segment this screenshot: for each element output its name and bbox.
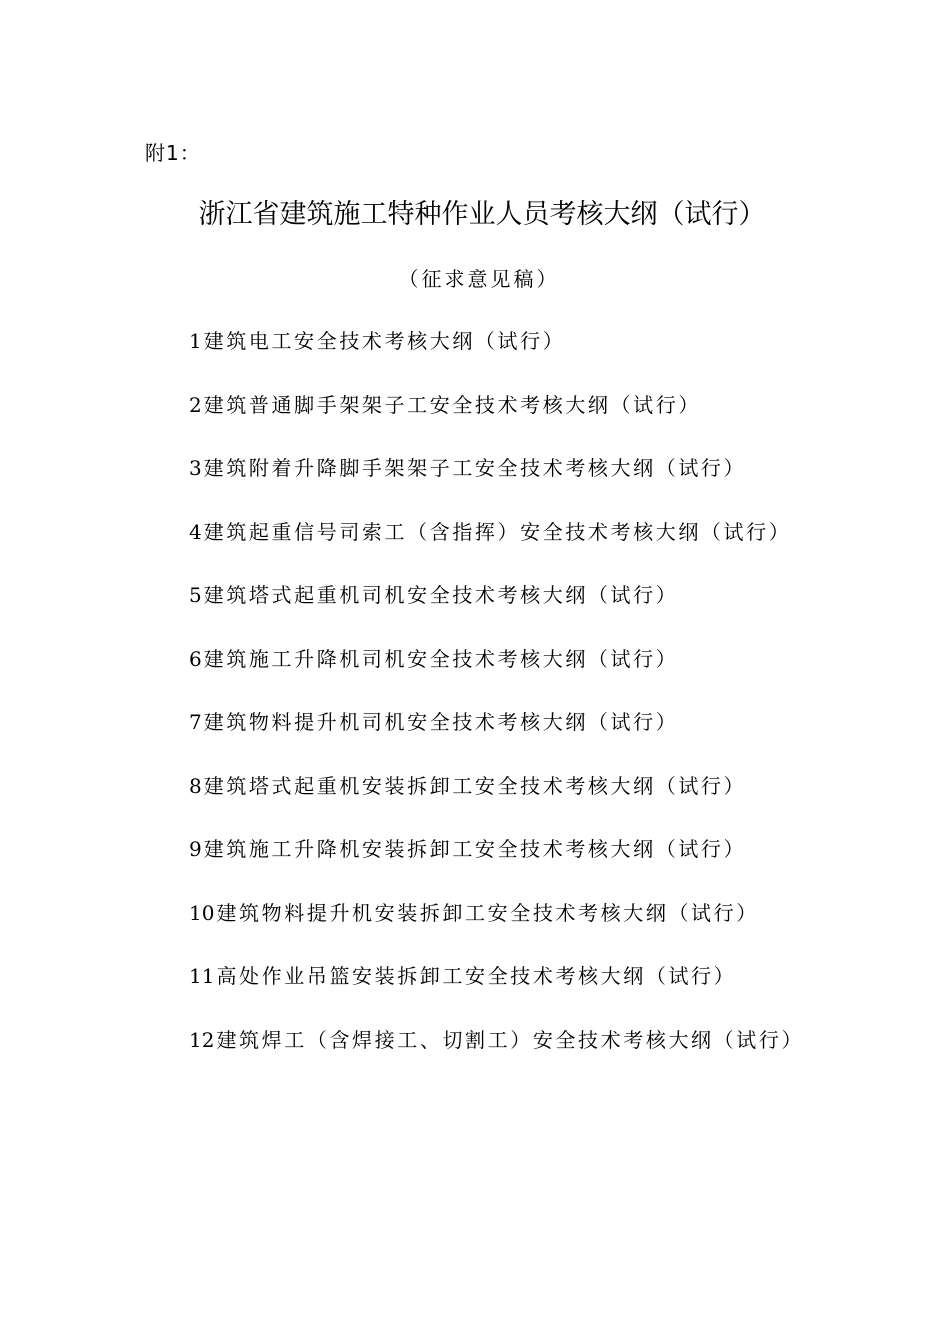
outline-item-number: 1 xyxy=(189,329,202,353)
outline-item xyxy=(189,961,804,1025)
outline-item-number: 8 xyxy=(189,773,202,798)
outline-item-text: 建筑物料提升机安装拆卸工安全技术考核大纲（试行） xyxy=(216,900,759,925)
outline-item-text: 高处作业吊篮安装拆卸工安全技术考核大纲（试行） xyxy=(216,964,737,988)
outline-item-text: 建筑焊工（含焊接工、切割工）安全技术考核大纲（试行） xyxy=(216,1027,805,1052)
outline-item xyxy=(189,453,804,517)
outline-item xyxy=(189,707,804,771)
outline-item-number: 9 xyxy=(189,837,202,861)
outline-item xyxy=(189,834,804,898)
attachment-label: 附1： xyxy=(145,141,201,165)
outline-item xyxy=(189,580,804,644)
outline-item xyxy=(189,517,804,581)
outline-item xyxy=(189,771,804,835)
outline-item xyxy=(189,1025,804,1089)
outline-item-text: 建筑普通脚手架架子工安全技术考核大纲（试行） xyxy=(203,392,701,417)
outline-item-number: 5 xyxy=(189,583,202,607)
outline-item-text: 建筑物料提升机司机安全技术考核大纲（试行） xyxy=(203,710,679,734)
outline-item-number: 2 xyxy=(189,392,202,417)
outline-item-number: 11 xyxy=(189,964,215,988)
outline-item-text: 建筑塔式起重机司机安全技术考核大纲（试行） xyxy=(203,583,679,607)
outline-item-text: 建筑塔式起重机安装拆卸工安全技术考核大纲（试行） xyxy=(203,773,747,798)
outline-item xyxy=(189,898,804,962)
outline-item-number: 6 xyxy=(189,646,202,671)
document-title: 浙江省建筑施工特种作业人员考核大纲（试行） xyxy=(198,199,766,230)
outline-item xyxy=(189,644,804,708)
outline-item-text: 建筑电工安全技术考核大纲（试行） xyxy=(203,329,566,353)
outline-item-number: 3 xyxy=(189,456,202,480)
outline-item xyxy=(189,390,804,454)
outline-item-text: 建筑施工升降机司机安全技术考核大纲（试行） xyxy=(203,646,679,671)
outline-item-number: 7 xyxy=(189,710,202,734)
document-subtitle: （征求意见稿） xyxy=(398,267,560,291)
outline-item-text: 建筑施工升降机安装拆卸工安全技术考核大纲（试行） xyxy=(203,837,747,861)
outline-list xyxy=(189,326,804,1088)
outline-item-text: 建筑附着升降脚手架架子工安全技术考核大纲（试行） xyxy=(203,456,747,480)
outline-item-number: 12 xyxy=(189,1027,215,1052)
outline-item xyxy=(189,326,804,390)
outline-item-number: 10 xyxy=(189,900,215,925)
outline-item-number: 4 xyxy=(189,519,202,544)
outline-item-text: 建筑起重信号司索工（含指挥）安全技术考核大纲（试行） xyxy=(203,519,792,544)
